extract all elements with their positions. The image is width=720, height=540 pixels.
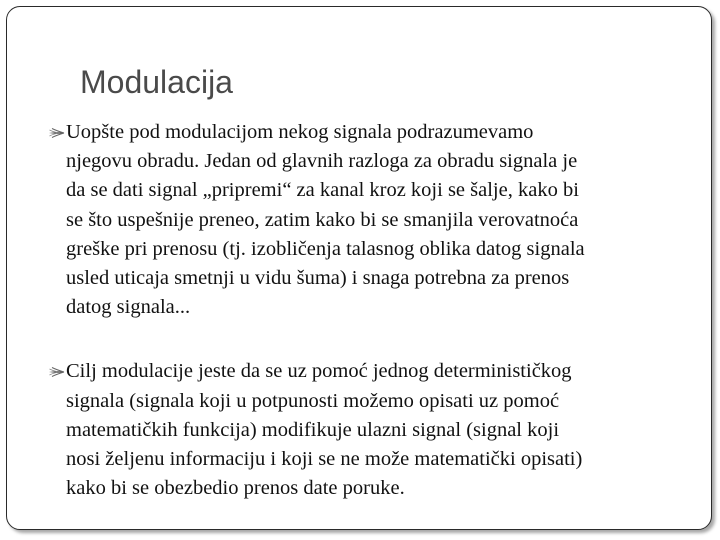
bullet-line: kako bi se obezbedio prenos date poruke. (66, 477, 405, 500)
bullet-list (48, 118, 698, 503)
bullet-line: se što uspešnije preneo, zatim kako bi se smanjila verovatnoća (66, 208, 579, 231)
bullet-item-2 (48, 357, 698, 503)
bullet-line: nosi željenu informaciju i koji se ne može matematički opisati) (66, 448, 583, 471)
bullet-line: usled uticaja smetnji u vidu šuma) i snaga potrebna za prenos (66, 267, 570, 290)
slide-title: Modulacija (80, 64, 233, 100)
arrow-bullet-icon (48, 364, 65, 380)
bullet-line: Uopšte pod modulacijom nekog signala podrazumevamo (66, 121, 534, 143)
bullet-line: matematičkih funkcija) modifikuje ulazni signal (signal koji (66, 418, 560, 441)
bullet-line: signala (signala koji u potpunosti možemo opisati uz pomoć (66, 389, 560, 412)
bullet-line: njegovu obradu. Jedan od glavnih razloga za obradu signala je (66, 150, 578, 173)
bullet-line: da se dati signal „pripremi“ za kanal kroz koji se šalje, kako bi (66, 179, 579, 202)
arrow-bullet-icon (48, 125, 65, 141)
bullet-line: Cilj modulacije jeste da se uz pomoć jednog determinističkog (66, 360, 572, 383)
bullet-line: greške pri prenosu (tj. izobličenja talasnog oblika datog signala (66, 237, 585, 260)
bullet-item-1 (48, 118, 698, 322)
bullet-line: datog signala... (66, 296, 191, 319)
